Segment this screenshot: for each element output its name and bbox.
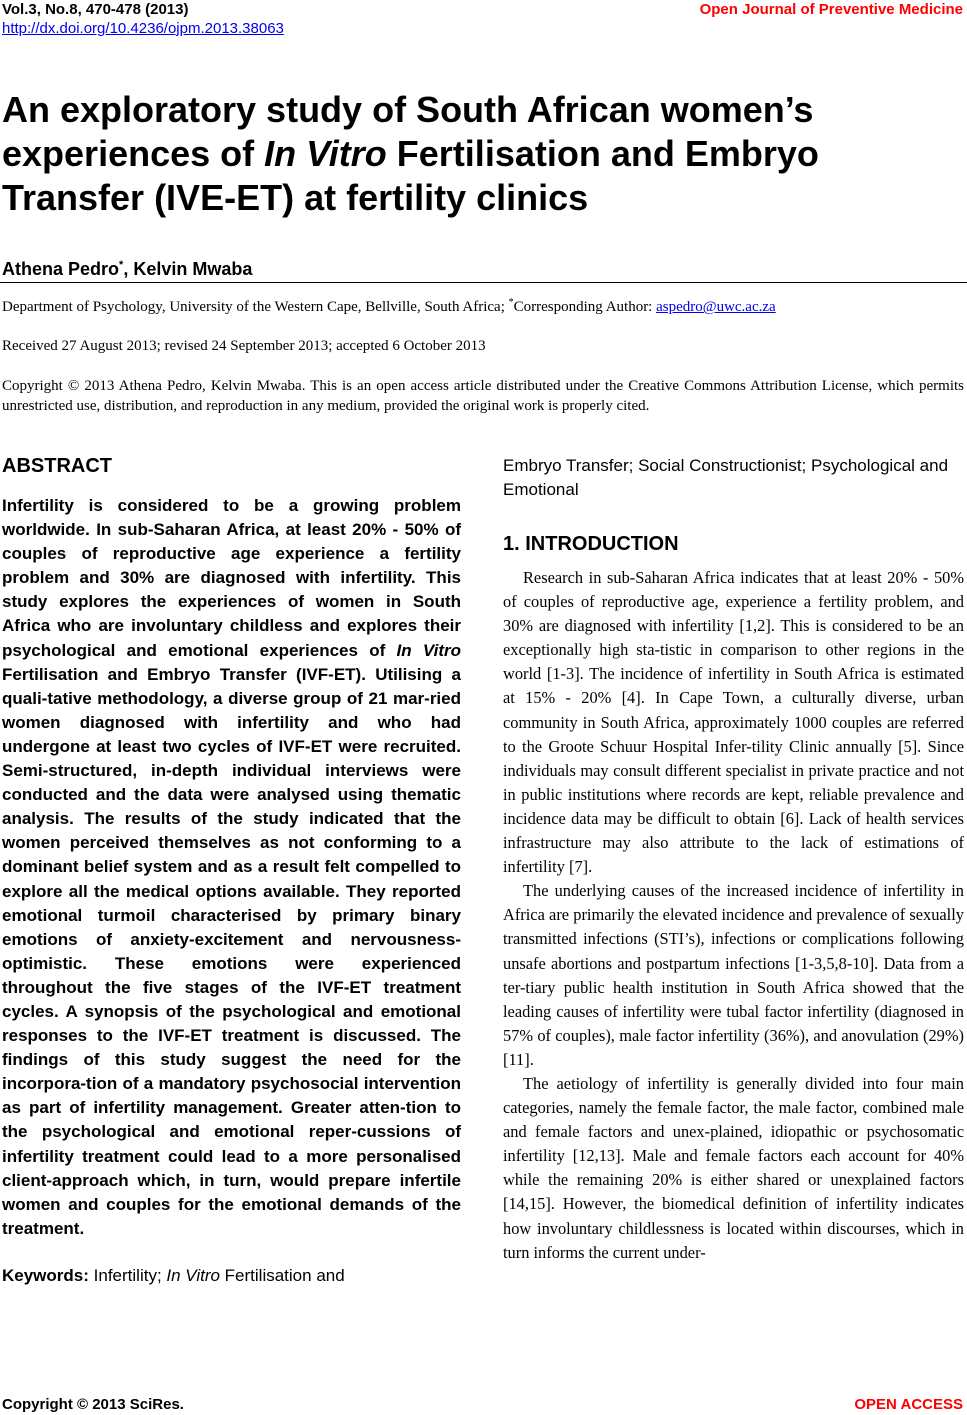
affiliation	[2, 293, 964, 317]
email-link[interactable]: aspedro@uwc.ac.za	[656, 299, 776, 315]
authors	[2, 253, 252, 281]
footer-copyright: Copyright © 2013 SciRes.	[2, 1396, 184, 1413]
volume-info: Vol.3, No.8, 470-478 (2013)	[2, 1, 189, 18]
copyright-notice: Copyright © 2013 Athena Pedro, Kelvin Mwaba. This is an open access article distributed under the Creative Commons Attribution License, which permits unrestricted use, distribution, and reproduction in any medium, provided the original work is properly cited.	[2, 378, 964, 414]
title-line-2b: Fertilisation and Embryo	[386, 133, 819, 174]
author-divider	[0, 282, 967, 283]
left-column	[2, 452, 461, 1288]
received-dates: Received 27 August 2013; revised 24 September 2013; accepted 6 October 2013	[2, 338, 486, 354]
title-line-2a: experiences of	[2, 133, 265, 174]
intro-paragraph-3: The aetiology of infertility is generally divided into four main categories, namely the female factor, the male factor, combined male and female factors and unex-plained, idiopathic or psychosomatic infertility [12,13]. Male and female factors each account for 40% while the remaining 20% is either shared or unexplained factors [14,15]. However, the biomedical definition of infertility indicates how involuntary childlessness is located within discourses, which in turn informs the current under-	[503, 1073, 964, 1262]
title-italic: In Vitro	[264, 133, 387, 174]
article-title	[2, 88, 962, 220]
footer-open-access: OPEN ACCESS	[854, 1396, 963, 1413]
doi-link[interactable]: http://dx.doi.org/10.4236/ojpm.2013.38063	[2, 20, 284, 37]
keywords-italic: In Vitro	[166, 1265, 220, 1285]
title-line-3: Transfer (IVE-ET) at fertility clinics	[2, 177, 589, 218]
affiliation-text: Department of Psychology, University of the Western Cape, Bellville, South Africa;	[2, 299, 509, 315]
abstract-heading: ABSTRACT	[2, 455, 112, 477]
author-mwaba: , Kelvin Mwaba	[123, 259, 253, 279]
journal-name: Open Journal of Preventive Medicine	[699, 1, 963, 18]
abstract-italic: In Vitro	[396, 640, 461, 660]
right-column	[503, 454, 964, 1265]
abstract-text-b: Fertilisation and Embryo Transfer (IVF-ET). Utilising a quali-tative methodology, a diverse group of 21 mar-ried women diagnosed with infertility and who had undergone at least two cycles of IVF-ET were recruited. Semi-structured, in-depth individual interviews were conducted and the data were analysed using thematic analysis. The results of the study indicated that the women perceived themselves as not conforming to a dominant belief system and as a result felt compelled to explore all the medical options available. They reported emotional turmoil characterised by primary binary emotions of anxiety-excitement and nervousness-optimistic. These emotions were experienced throughout the five stages of the IVF-ET treatment cycles. A synopsis of the psychological and emotional responses to the IVF-ET treatment is discussed. The findings of this study suggest the need for the incorpora-tion of a mandatory psychosocial intervention as part of infertility management. Greater atten-tion to the psychological and emotional reper-cussions of infertility treatment could lead to a more personalised client-approach which, in turn, would prepare infertile women and couples for the emotional demands of the treatment.	[2, 664, 461, 1238]
keywords-text-a: Infertility;	[88, 1265, 167, 1285]
keywords-text-b: Fertilisation and	[219, 1265, 345, 1285]
keywords-label: Keywords:	[2, 1265, 89, 1285]
abstract-text-a: Infertility is considered to be a growing problem worldwide. In sub-Saharan Africa, at least 20% - 50% of couples of reproductive age experience a fertility problem and 30% are diagnosed with infertility. This study explores the experiences of women in South Africa who are involuntary childless and explores their psychological and emotional experiences of	[2, 496, 461, 660]
introduction-heading: 1. INTRODUCTION	[503, 533, 679, 555]
corresponding-asterisk: *	[119, 259, 124, 271]
abstract-body	[2, 494, 461, 1241]
intro-paragraph-1: Research in sub-Saharan Africa indicates that at least 20% - 50% of couples of reproductive age, experience a fertility problem, and 30% are diagnosed with infertility [1,2]. This is considered to be an exceptionally high sta-tistic in comparison to other regions in the world [1-3]. The incidence of infertility in South Africa is estimated at 15% - 20% [4]. In Cape Town, a culturally diverse, urban community in South Africa, approximately 1000 couples are referred to the Groote Schuur Hospital Infer-tility Clinic annually [5]. Since individuals may consult different specialist in private practice and not in public institutions where records are kept, reliable prevalence and incidence data may be difficult to obtain [6]. Lack of health services infrastructure may also attribute to the lack of estimations of infertility [7].	[503, 568, 964, 877]
keywords	[2, 1264, 461, 1288]
title-line-1: An exploratory study of South African women’s	[2, 89, 814, 130]
intro-paragraph-2: The underlying causes of the increased incidence of infertility in Africa are primarily the elevated incidence and prevalence of sexually transmitted infections (STI’s), infections or complications following unsafe abortions and postpartum infections [1-3,5,8-10]. Data from a ter-tiary public health institution in South Africa showed that the leading causes of infertility were tubal factor infertility (diagnosed in 57% of couples), male factor infertility (36%), and anovulation (29%) [11].	[503, 881, 964, 1069]
corresponding-label: Corresponding Author:	[513, 299, 657, 315]
author-pedro: Athena Pedro	[2, 259, 120, 279]
corresponding-mark: *	[508, 297, 514, 308]
keywords-continued: Embryo Transfer; Social Constructionist; Psychological and Emotional	[503, 456, 949, 499]
